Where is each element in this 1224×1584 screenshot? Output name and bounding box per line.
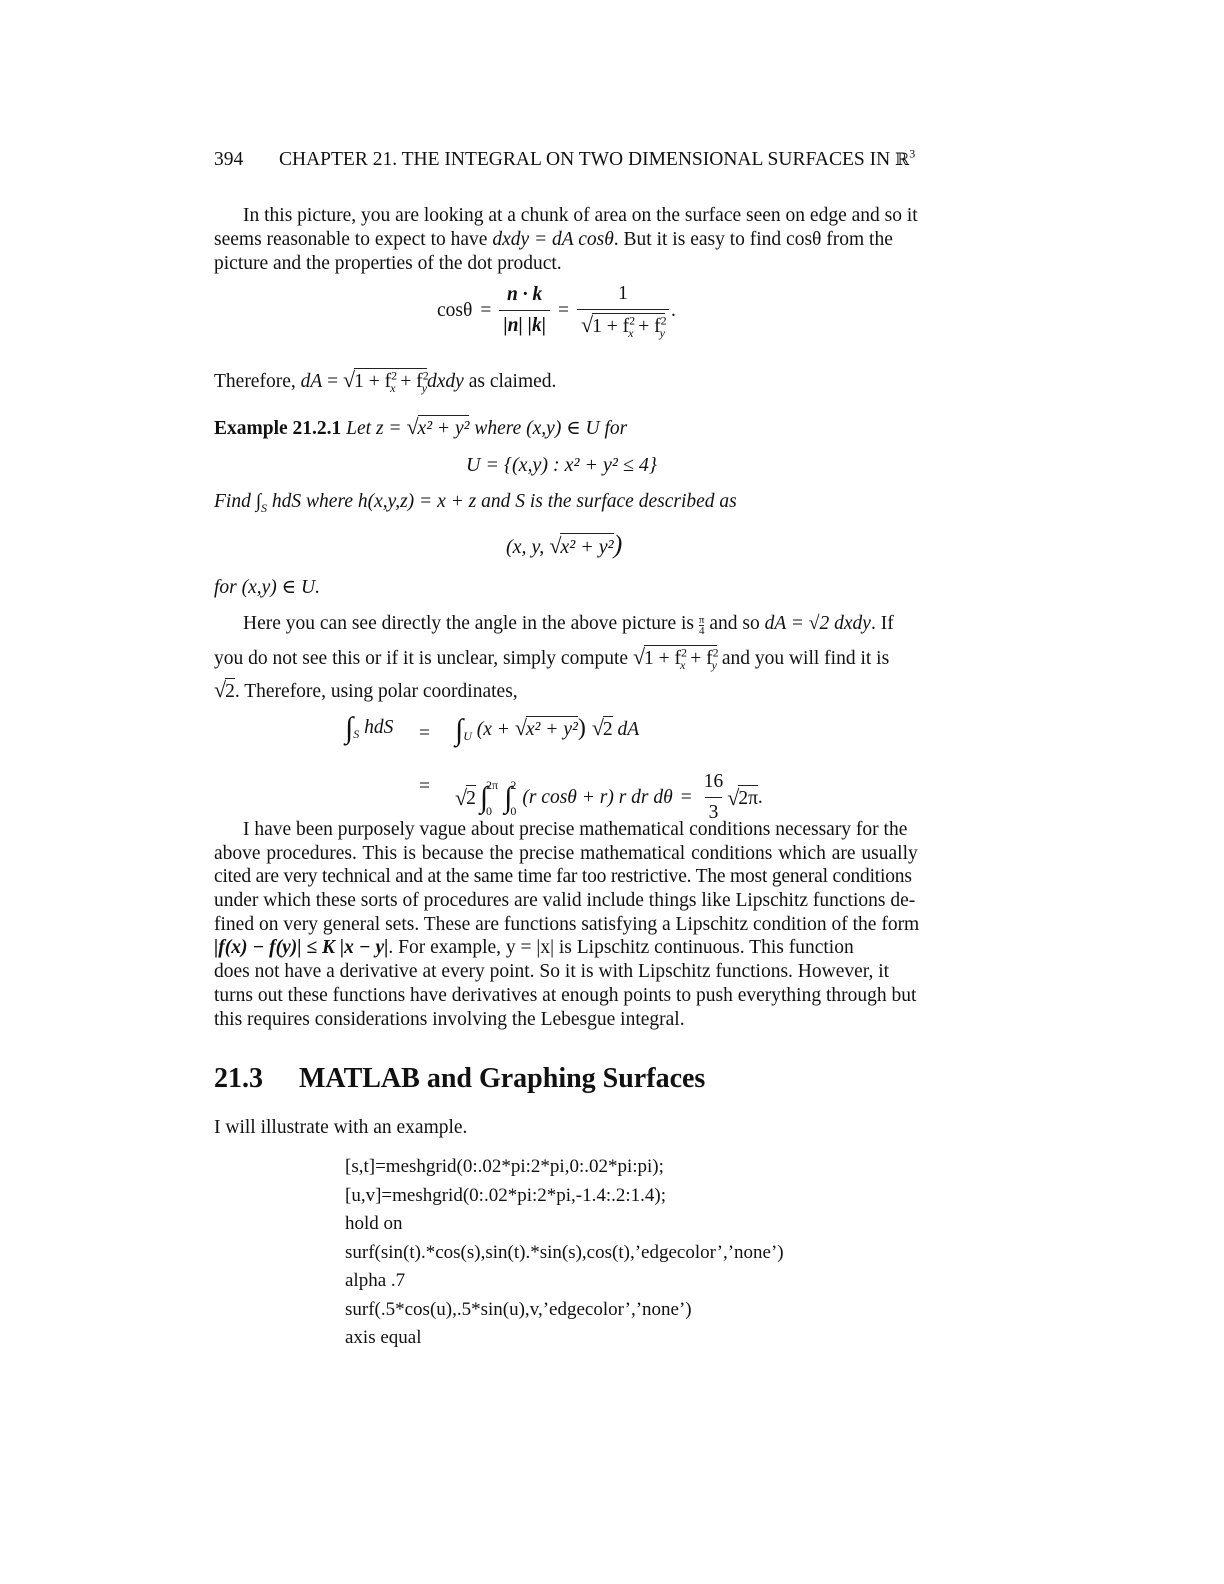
- math: dxdy: [427, 371, 464, 392]
- code-line: surf(sin(t).*cos(s),sin(t).*sin(s),cos(t),’edgecolor’,’none’): [345, 1241, 784, 1263]
- upper-limit: 2: [510, 777, 517, 792]
- text: Find ∫: [214, 491, 262, 512]
- vague-line-5: fined on very general sets. These are functions satisfying a Lipschitz condition of the form: [214, 914, 920, 935]
- math: (x +: [476, 719, 515, 740]
- equals-1: =: [419, 723, 430, 744]
- text: Let z =: [346, 418, 407, 439]
- text: you do not see this or if it is unclear, simply compute: [214, 648, 633, 669]
- equation-cos-theta: [437, 282, 676, 339]
- therefore-line: [214, 368, 556, 394]
- radicand: 2π: [738, 785, 758, 811]
- running-header: [214, 148, 915, 172]
- fraction-16-3: $\frac{16}{3}$: [703, 771, 724, 823]
- period: .: [757, 786, 763, 808]
- integral-icon: ∫: [504, 780, 513, 814]
- subscript: U: [463, 728, 472, 743]
- find-line: [214, 490, 737, 514]
- vague-line-7: does not have a derivative at every point. So it is with Lipschitz functions. However, it: [214, 961, 890, 982]
- pi-over-four: $\frac{\pi}{4}$: [698, 614, 705, 637]
- fraction-one-over-root: [577, 282, 669, 339]
- here-line-2: you do not see this or if it is unclear, simply compute $√1 + f^2_x + f^2_y$ and you will find it is: [214, 644, 890, 672]
- intro-line-1: In this picture, you are looking at a chunk of area on the surface seen on edge and so it: [243, 205, 918, 226]
- radicand: $1 + f^2_x + f^2_y$: [354, 368, 429, 395]
- code-line: surf(.5*cos(u),.5*sin(u),v,’edgecolor’,’none’): [345, 1298, 692, 1320]
- code-line: alpha .7: [345, 1270, 406, 1291]
- matlab-code-block: [345, 1153, 784, 1353]
- code-line: hold on: [345, 1213, 403, 1234]
- numerator: n · k: [507, 284, 543, 305]
- lipschitz-condition: |f(x) − f(y)| ≤ K |x − y|: [214, 937, 389, 958]
- illustrate-line: I will illustrate with an example.: [214, 1117, 468, 1138]
- set-definition: U = {(x,y) : x² + y² ≤ 4}: [466, 454, 657, 476]
- math: hdS: [364, 717, 394, 738]
- code-line: axis equal: [345, 1327, 422, 1348]
- polar-row-1: [345, 711, 394, 745]
- text: ): [613, 530, 623, 559]
- page-number: 394: [214, 149, 244, 170]
- vague-line-4: under which these sorts of procedures are valid include things like Lipschitz functions de-: [214, 890, 916, 911]
- numerator: 1: [618, 283, 628, 304]
- section-number: 21.3: [214, 1063, 263, 1094]
- math-inline: dxdy = dA cosθ: [492, 229, 614, 250]
- intro-line-2: [214, 228, 928, 252]
- equals: =: [480, 299, 492, 321]
- vague-line-2: above procedures. This is because the precise mathematical conditions which are usually: [214, 843, 918, 864]
- math: dA: [612, 719, 640, 740]
- running-title: CHAPTER 21. THE INTEGRAL ON TWO DIMENSIONAL SURFACES IN: [279, 149, 896, 170]
- text: . For example, y = |x| is Lipschitz continuous. This function: [388, 937, 854, 958]
- radicand: x² + y²: [526, 716, 578, 742]
- equals-2: =: [419, 776, 430, 797]
- equals: =: [322, 371, 344, 392]
- radicand: $1 + f^2_x + f^2_y$: [644, 645, 719, 672]
- text: . If: [870, 613, 894, 634]
- text: and so: [704, 613, 765, 634]
- superscript: 3: [909, 146, 916, 161]
- section-heading: [214, 1063, 705, 1095]
- example-heading-line: Example 21.2.1 Let z = √x² + y² where (x,y) ∈ U for: [214, 414, 628, 439]
- text: seems reasonable to expect to have: [214, 229, 493, 250]
- denominator: $√1 + f^2_x + f^2_y$: [577, 309, 669, 339]
- text: as claimed.: [463, 371, 557, 392]
- here-line-3: √2. Therefore, using polar coordinates,: [214, 677, 518, 702]
- vague-line-9: this requires considerations involving the Lebesgue integral.: [214, 1009, 685, 1030]
- text: hdS where h(x,y,z) = x + z and S is the surface described as: [267, 491, 737, 512]
- lower-limit: 0: [510, 803, 517, 818]
- radicand: 2: [603, 716, 613, 742]
- polar-row-1-rhs: $\int_U$ (x + √x² + y²) √2 dA: [455, 713, 640, 747]
- integral-icon: ∫: [479, 780, 489, 814]
- denominator: |n| |k|: [499, 310, 550, 338]
- code-line: [u,v]=meshgrid(0:.02*pi:2*pi,-1.4:.2:1.4);: [345, 1184, 667, 1206]
- radical-icon: √: [343, 367, 356, 392]
- math: ): [577, 715, 592, 741]
- vague-line-6: [214, 936, 854, 960]
- integral-icon: ∫: [345, 711, 354, 745]
- math-lhs: cosθ: [437, 299, 473, 321]
- equals: =: [680, 786, 692, 808]
- example-label: Example 21.2.1: [214, 418, 342, 439]
- text: . But it is easy to find cosθ from the: [613, 229, 893, 250]
- radicand: 2: [225, 678, 235, 704]
- upper-limit: 2π: [486, 777, 499, 792]
- polar-row-2: √ 2 ∫ 2π 0 ∫ 2 0 (r cosθ + r) r dr dθ = $\frac{16}{3}$ √ 2π .: [455, 771, 763, 823]
- math: dA = √2 dxdy: [764, 613, 871, 634]
- reals-symbol: ℝ: [895, 150, 910, 170]
- here-line-1: [243, 612, 894, 636]
- code-line: [s,t]=meshgrid(0:.02*pi:2*pi,0:.02*pi:pi);: [345, 1156, 664, 1177]
- text: and you will find it is: [716, 648, 890, 669]
- equals: =: [558, 299, 569, 321]
- text: (x, y,: [506, 536, 550, 558]
- vague-line-1: I have been purposely vague about precise mathematical conditions necessary for the: [243, 819, 908, 840]
- radicand: x² + y²: [560, 533, 613, 559]
- text: Here you can see directly the angle in the above picture is: [243, 613, 699, 634]
- vague-line-8: turns out these functions have derivatives at enough points to push everything through but: [214, 985, 917, 1006]
- intro-line-3: picture and the properties of the dot product.: [214, 253, 562, 274]
- for-line: for (x,y) ∈ U.: [214, 577, 320, 598]
- surface-parametrization: (x, y, √x² + y²): [506, 530, 623, 559]
- radicand: 2: [466, 785, 476, 811]
- subscript: S: [353, 726, 360, 741]
- section-title: MATLAB and Graphing Surfaces: [299, 1063, 706, 1094]
- fraction-dot-product: [499, 283, 550, 338]
- subscript: S: [261, 500, 268, 515]
- text: . Therefore, using polar coordinates,: [234, 681, 518, 702]
- text: where (x,y) ∈ U for: [469, 418, 628, 439]
- period: .: [670, 299, 676, 321]
- radicand: x² + y²: [418, 415, 470, 441]
- integrand: (r cosθ + r) r dr dθ: [522, 786, 673, 808]
- lower-limit: 0: [486, 803, 493, 818]
- vague-line-3: cited are very technical and at the same time far too restrictive. The most general conditions: [214, 866, 912, 887]
- text: Therefore,: [214, 371, 301, 392]
- math: dA: [300, 371, 323, 392]
